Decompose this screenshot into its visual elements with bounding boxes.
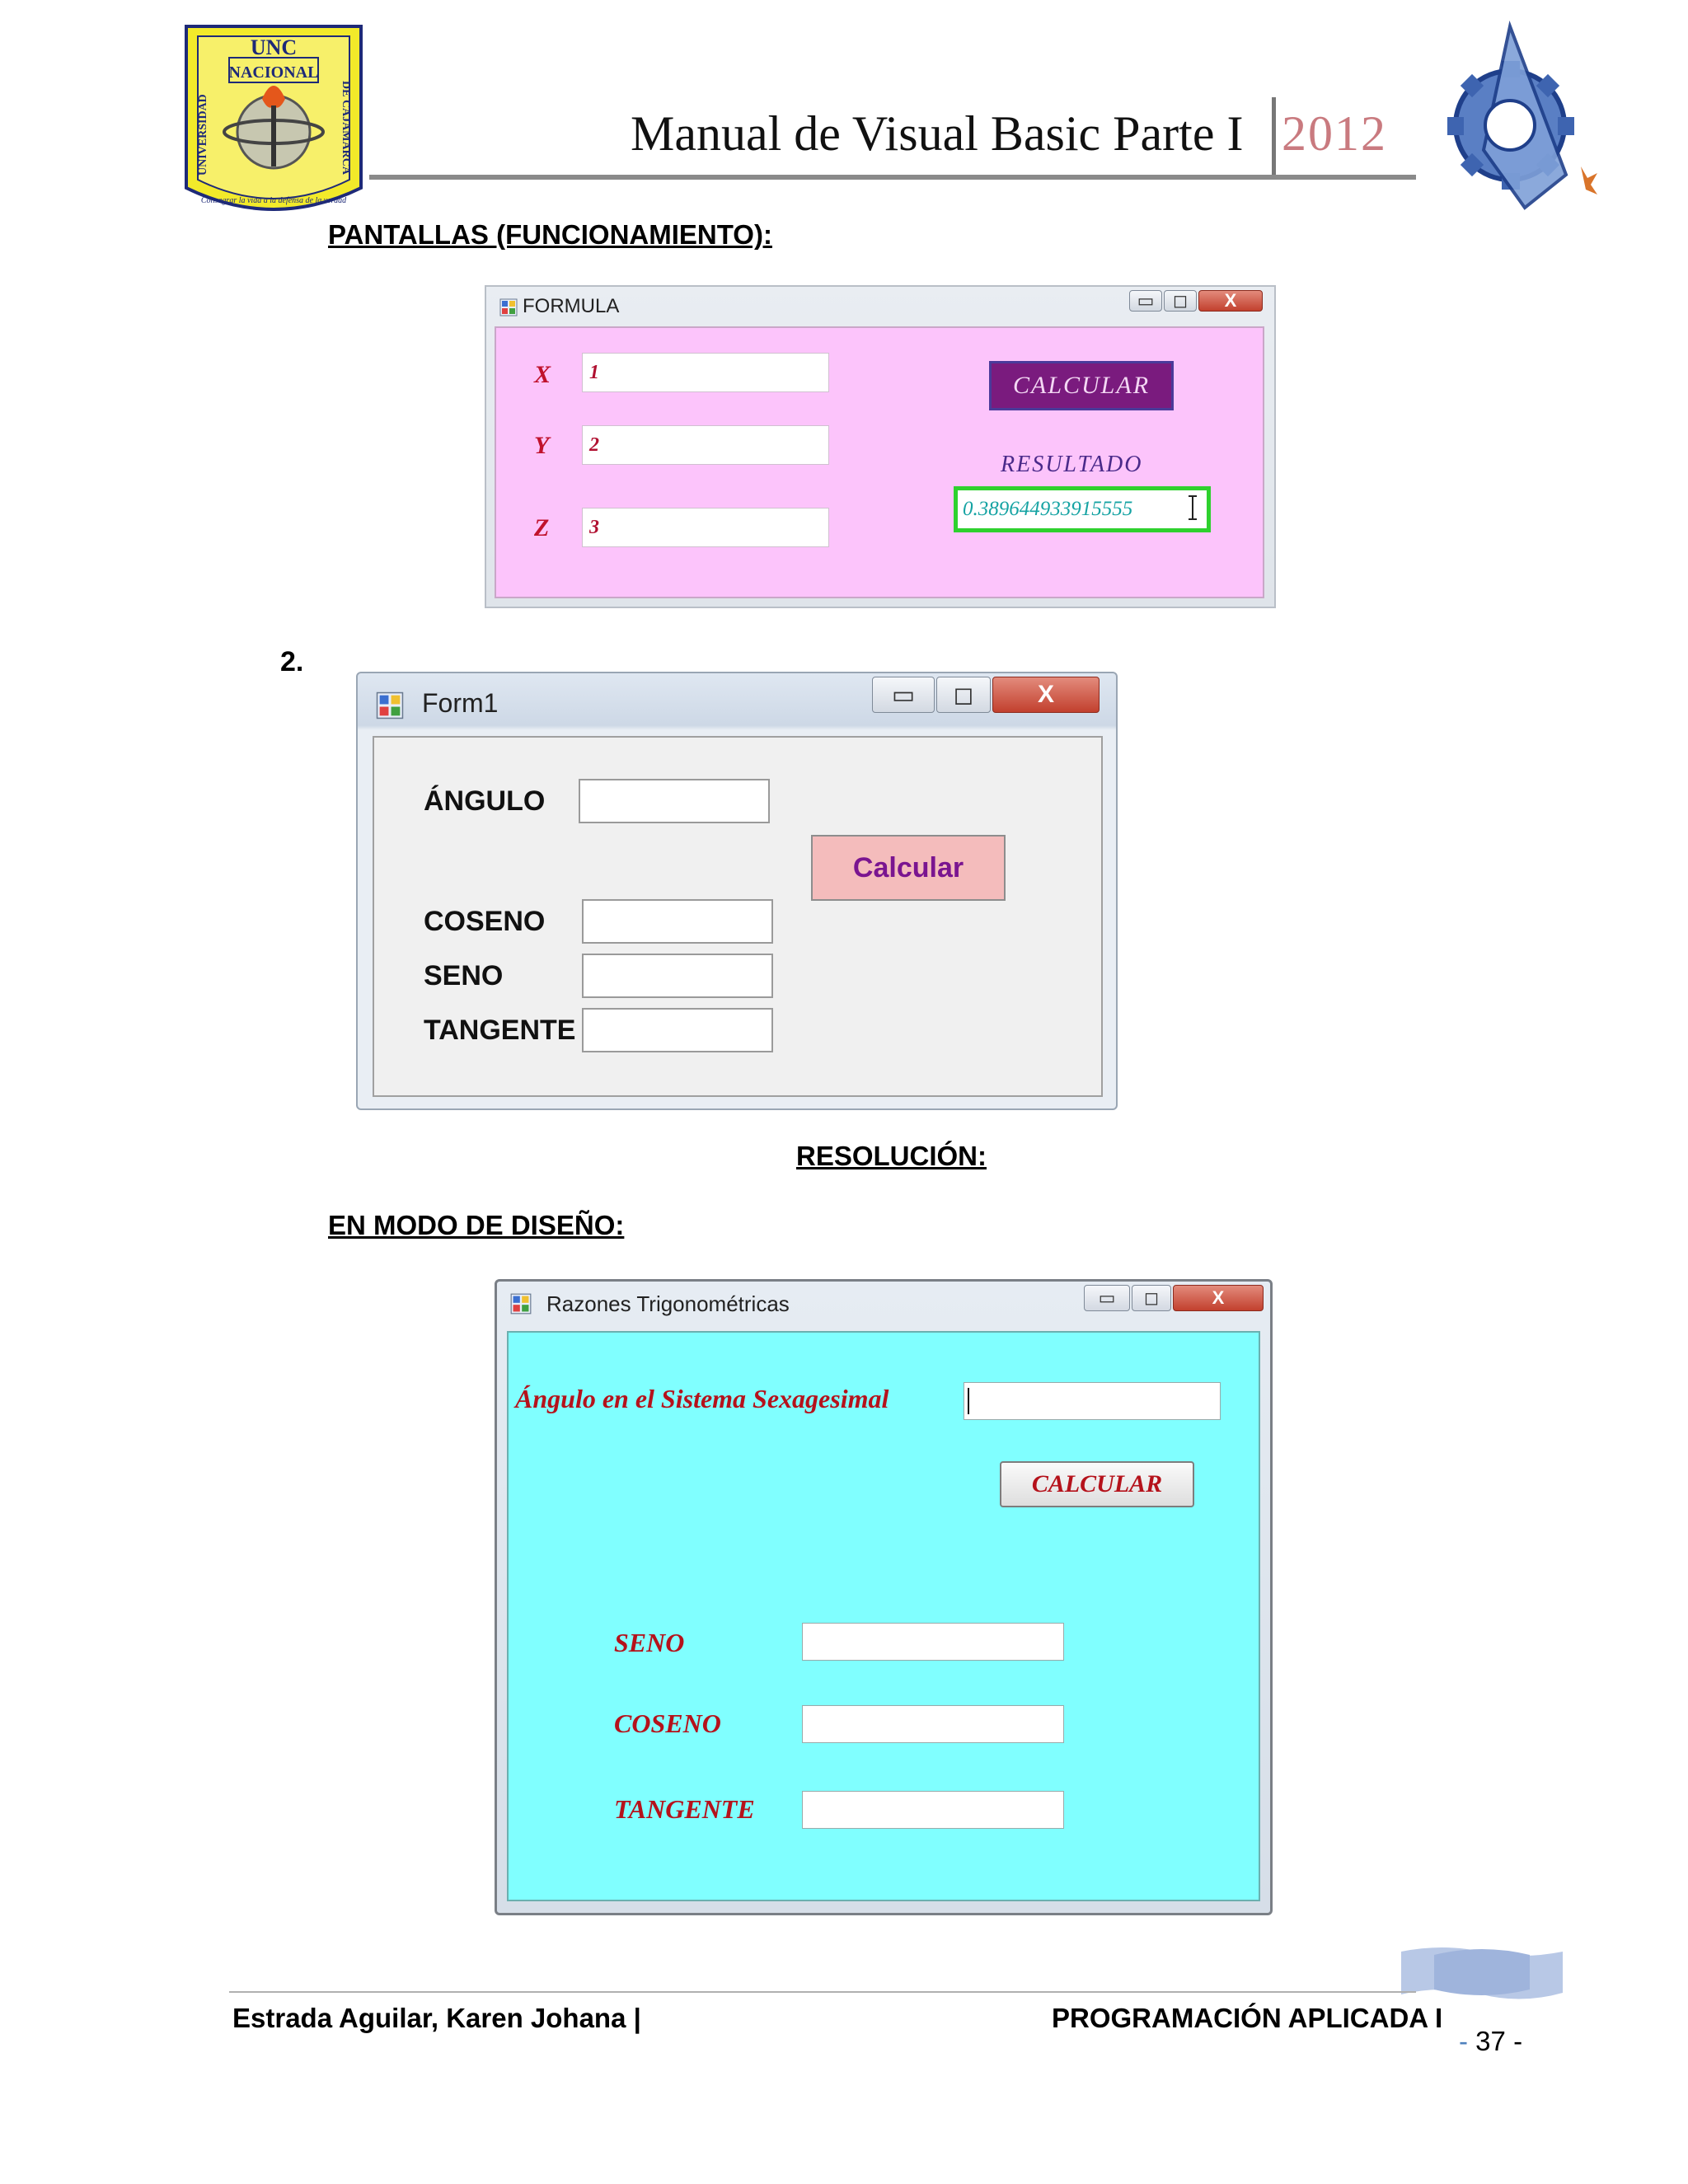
close-button[interactable] [992,677,1100,713]
maximize-button[interactable] [1164,290,1197,312]
footer-author: Estrada Aguilar, Karen Johana | [232,2003,641,2033]
angle-label: Ángulo en el Sistema Sexagesimal [515,1384,889,1413]
maximize-icon: ◻ [953,681,974,709]
close-icon: X [1224,290,1237,311]
input-y[interactable]: 2 [582,425,829,465]
app-window-icon [376,691,404,724]
window-title: Form1 [422,688,499,718]
minimize-icon: ▭ [1098,1287,1116,1308]
seno-output[interactable] [582,954,773,998]
minimize-icon: ▭ [891,681,916,709]
maximize-icon: ◻ [1172,290,1189,311]
seno-label: SENO [614,1628,685,1657]
app-window-icon [510,1293,532,1319]
header-rule [369,175,1416,180]
maximize-icon: ◻ [1143,1287,1160,1308]
tangente-label: TANGENTE [614,1794,755,1824]
formula-form-body [495,326,1264,598]
close-icon: X [1037,681,1054,708]
resolution-heading: RESOLUCIÓN: [796,1141,987,1171]
page-number-value: 37 [1475,2026,1506,2056]
section-heading: PANTALLAS (FUNCIONAMIENTO): [328,219,772,250]
page-number [1459,2026,1522,2057]
app-window-icon [499,298,518,321]
label-y: Y [534,432,550,459]
logo-right-side-text: DE CAJAMARCA [340,81,352,175]
window-title: Razones Trigonométricas [546,1291,790,1316]
text-cursor-icon [1187,494,1198,525]
trig-window [495,1279,1273,1915]
angle-label: ÁNGULO [424,785,546,817]
design-heading: EN MODO DE DISEÑO: [328,1210,625,1240]
logo-motto-text: Consagrar la vida a la defensa de la verdad [200,196,347,205]
header-divider [1272,97,1276,176]
label-z: Z [534,514,550,541]
seno-label: SENO [424,960,504,991]
form1-window [356,672,1118,1110]
logo-left-side-text: UNIVERSIDAD [197,94,209,176]
calcular-button[interactable]: CALCULAR [1000,1461,1194,1507]
minimize-button[interactable] [1084,1285,1130,1311]
footer-ribbon-decoration [1401,1943,1563,2004]
logo-top-text: UNC [250,35,298,59]
input-z[interactable]: 3 [582,508,829,547]
result-output[interactable]: 0.389644933915555 [954,486,1211,532]
coseno-output[interactable] [802,1705,1064,1743]
header-year: 2012 [1282,106,1387,161]
maximize-button[interactable] [1132,1285,1171,1311]
calcular-button[interactable]: CALCULAR [989,361,1174,410]
tangente-label: TANGENTE [424,1015,576,1046]
minimize-button[interactable] [872,677,935,713]
close-icon: X [1212,1287,1225,1308]
minimize-icon: ▭ [1137,290,1155,311]
page-prefix: - [1459,2026,1468,2056]
angle-input[interactable] [964,1382,1221,1420]
footer-course: PROGRAMACIÓN APLICADA I [1052,2003,1443,2033]
window-title: FORMULA [523,295,620,317]
label-x: X [534,361,551,388]
result-label: RESULTADO [1001,452,1143,477]
gear-crest-logo [1434,18,1599,220]
maximize-button[interactable] [936,677,991,713]
item-number: 2. [280,646,304,677]
close-button[interactable] [1198,290,1263,312]
form1-body [373,736,1103,1097]
footer-rule [229,1991,1416,1993]
formula-window [485,285,1276,608]
input-x[interactable]: 1 [582,353,829,392]
logo-band-text: NACIONAL [228,63,319,82]
coseno-label: COSENO [614,1708,721,1738]
minimize-button[interactable] [1129,290,1162,312]
tangente-output[interactable] [582,1008,773,1052]
calcular-button[interactable]: Calcular [811,835,1006,901]
seno-output[interactable] [802,1623,1064,1661]
tangente-output[interactable] [802,1791,1064,1829]
header-title: Manual de Visual Basic Parte I [631,106,1244,161]
close-button[interactable] [1173,1285,1264,1311]
angle-input[interactable] [579,779,770,823]
trig-form-body [507,1331,1260,1901]
university-logo [181,23,366,217]
page-suffix: - [1513,2026,1523,2056]
coseno-output[interactable] [582,899,773,944]
text-caret [968,1388,969,1414]
coseno-label: COSENO [424,906,546,937]
